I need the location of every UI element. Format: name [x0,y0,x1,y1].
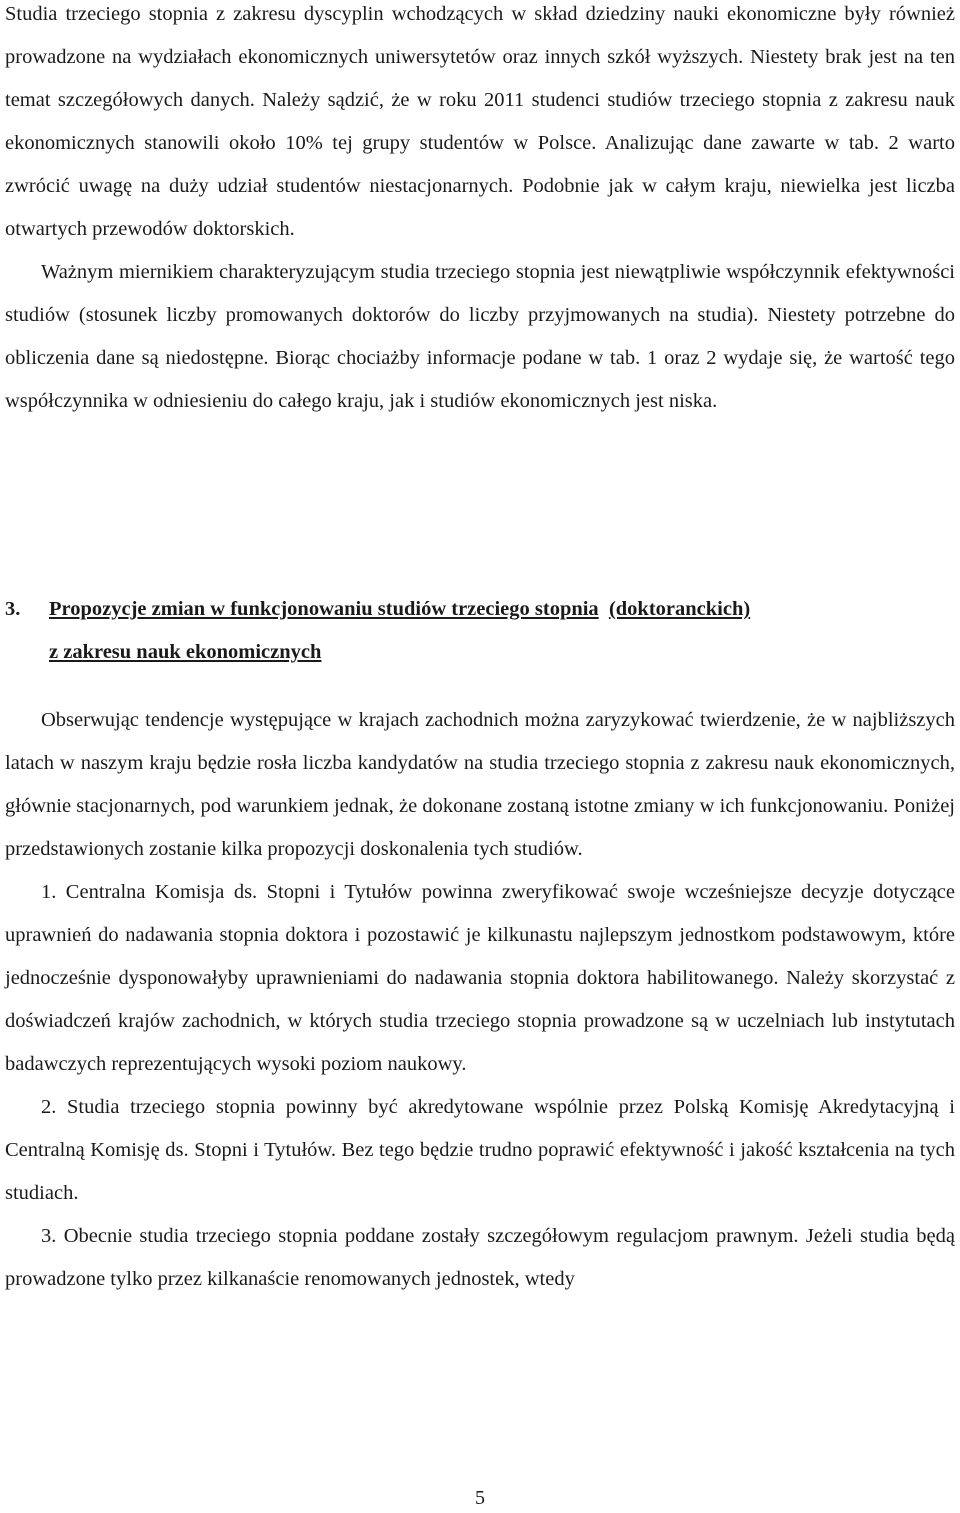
paragraph: Ważnym miernikiem charakteryzującym studia trzeciego stopnia jest niewątpliwie współczynnik efektywności studiów (stosunek liczby promowanych doktorów do liczby przyjmowanych na studia). Niestety potrzebne do obliczenia dane są niedostępne. Biorąc chociażby informacje podane w tab. 1 oraz 2 wydaje się, że wartość tego współczynnika w odniesieniu do całego kraju, jak i studiów ekonomicznych jest niska. [5,261,955,412]
section-heading [5,588,955,674]
section-title-line1: Propozycje zmian w funkcjonowaniu studiów trzeciego stopnia [49,598,599,620]
list-item: 3. Obecnie studia trzeciego stopnia poddane zostały szczegółowym regulacjom prawnym. Jeżeli studia będą prowadzone tylko przez kilkanaście renomowanych jednostek, wtedy [5,1225,955,1290]
paragraph: Studia trzeciego stopnia z zakresu dyscyplin wchodzących w skład dziedziny nauki ekonomiczne były również prowadzone na wydziałach ekonomicznych uniwersytetów oraz innych szkół wyższych. Niestety brak jest na ten temat szczegółowych danych. Należy sądzić, że w roku 2011 studenci studiów trzeciego stopnia z zakresu nauk ekonomicznych stanowili około 10% tej grupy studentów w Polsce. Analizując dane zawarte w tab. 2 warto zwrócić uwagę na duży udział studentów niestacjonarnych. Podobnie jak w całym kraju, niewielka jest liczba otwartych przewodów doktorskich. [5,3,955,240]
list-item: 2. Studia trzeciego stopnia powinny być akredytowane wspólnie przez Polską Komisję Akredytacyjną i Centralną Komisję ds. Stopni i Tytułów. Bez tego będzie trudno poprawić efektywność i jakość kształcenia na tych studiach. [5,1096,955,1204]
section-title-suffix: (doktoranckich) [608,598,751,620]
section-title-line2-wrap [5,631,955,674]
paragraph: Obserwując tendencje występujące w krajach zachodnich można zaryzykować twierdzenie, że w najbliższych latach w naszym kraju będzie rosła liczba kandydatów na studia trzeciego stopnia z zakresu nauk ekonomicznych, głównie stacjonarnych, pod warunkiem jednak, że dokonane zostaną istotne zmiany w ich funkcjonowaniu. Poniżej przedstawionych zostanie kilka propozycji doskonalenia tych studiów. [5,709,955,860]
section-body [5,699,955,1301]
document-page [5,0,955,1290]
section-number: 3. [5,598,21,620]
list-item: 1. Centralna Komisja ds. Stopni i Tytułów powinna zweryfikować swoje wcześniejsze decyzje dotyczące uprawnień do nadawania stopnia doktora i pozostawić je kilkunastu najlepszym jednostkom podstawowym, które jednocześnie dysponowałyby uprawnieniami do nadawania stopnia doktora habilitowanego. Należy skorzystać z doświadczeń krajów zachodnich, w których studia trzeciego stopnia prowadzone są w uczelniach lub instytutach badawczych reprezentujących wysoki poziom naukowy. [5,881,955,1075]
page-number: 5 [475,1487,485,1509]
section-title-line2: z zakresu nauk ekonomicznych [49,641,322,663]
